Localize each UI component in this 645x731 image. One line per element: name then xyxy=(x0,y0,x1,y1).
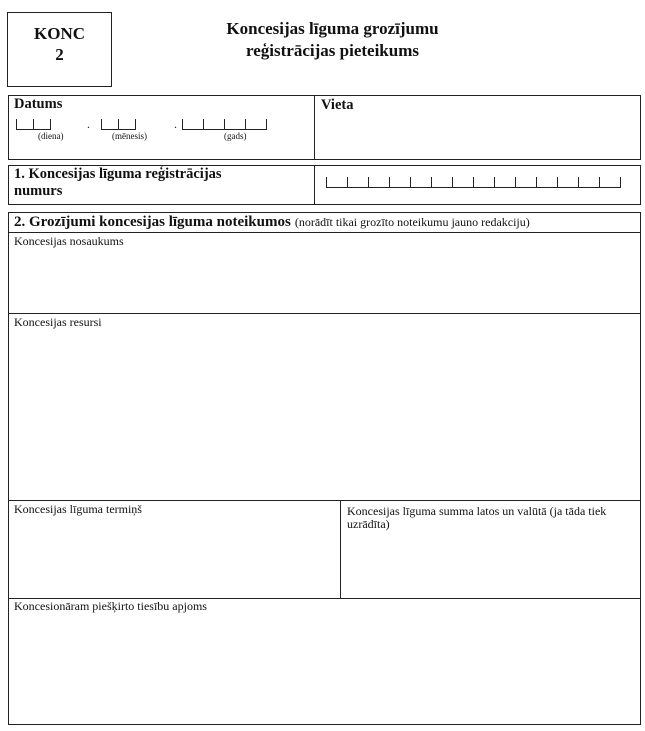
form-code-box xyxy=(7,12,112,87)
resources-divider xyxy=(8,500,641,501)
day-caption: (diena) xyxy=(38,131,64,141)
granted-rights-label: Koncesionāram piešķirto tiesību apjoms xyxy=(14,599,207,613)
form-title-line2: reģistrācijas pieteikums xyxy=(246,41,419,60)
contract-sum-label: Koncesijas līguma summa latos un valūtā (ja tāda tiek uzrādīta) xyxy=(347,504,607,531)
date-month-field[interactable] xyxy=(101,119,136,130)
form-title-line1: Koncesijas līguma grozījumu xyxy=(226,19,439,38)
year-caption: (gads) xyxy=(224,131,247,141)
date-label: Datums xyxy=(14,96,63,112)
section1-divider xyxy=(314,165,315,205)
form-code-line2: 2 xyxy=(55,45,64,64)
section2-heading xyxy=(14,213,530,231)
section1-label-line1: 1. Koncesijas līguma reģistrācijas xyxy=(14,166,222,182)
month-caption: (mēnesis) xyxy=(112,131,147,141)
concession-resources-input[interactable] xyxy=(10,331,639,497)
form-code-line1: KONC xyxy=(34,24,85,43)
section2-heading-text: 2. Grozījumi koncesijas līguma noteikumos xyxy=(14,214,291,230)
date-place-divider xyxy=(314,95,315,160)
date-year-field[interactable] xyxy=(182,119,267,130)
section2-heading-divider xyxy=(8,232,641,233)
form-title xyxy=(150,18,515,62)
term-sum-divider xyxy=(340,500,341,598)
date-separator-1: . xyxy=(87,117,90,131)
section1-label-line2: numurs xyxy=(14,183,63,199)
concession-resources-label: Koncesijas resursi xyxy=(14,315,102,329)
contract-sum-input[interactable] xyxy=(344,534,638,596)
section1-label xyxy=(14,166,222,200)
place-input[interactable] xyxy=(316,118,638,156)
granted-rights-input[interactable] xyxy=(10,616,639,722)
date-day-field[interactable] xyxy=(16,119,51,130)
name-divider xyxy=(8,313,641,314)
registration-number-field[interactable] xyxy=(326,177,621,188)
contract-term-label: Koncesijas līguma termiņš xyxy=(14,502,142,516)
contract-term-input[interactable] xyxy=(10,518,338,596)
date-separator-2: . xyxy=(174,117,177,131)
place-label: Vieta xyxy=(321,97,354,113)
concession-name-input[interactable] xyxy=(10,250,639,310)
concession-name-label: Koncesijas nosaukums xyxy=(14,234,124,248)
section2-note: (norādīt tikai grozīto noteikumu jauno redakciju) xyxy=(294,215,530,229)
